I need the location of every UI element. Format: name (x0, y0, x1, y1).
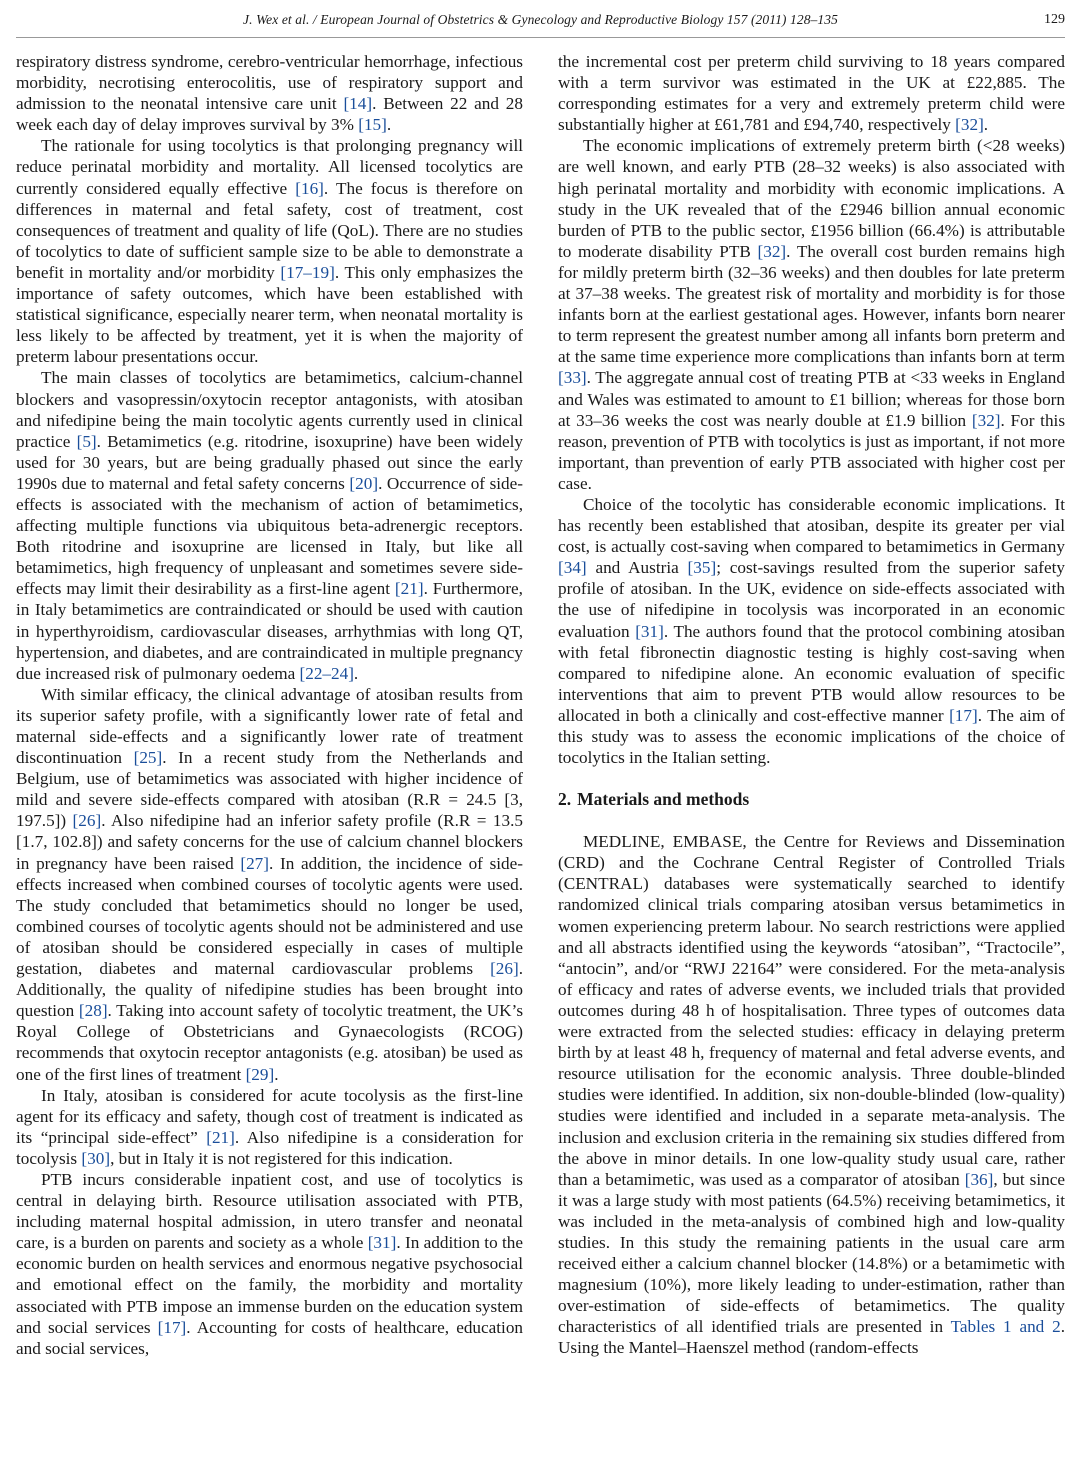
citation-link[interactable]: Tables 1 and 2 (950, 1317, 1061, 1337)
text-run: , but in Italy it is not registered for this indication. (110, 1148, 453, 1168)
methods-body (558, 831, 1065, 1358)
citation-link[interactable]: [34] (558, 558, 587, 578)
text-run: . Additionally, the quality of nifedipine studies has been brought into question (16, 959, 523, 1021)
text-run: . Using the Mantel–Haenszel method (random-effects (558, 1317, 1065, 1358)
paragraph (558, 51, 1065, 135)
text-run: The rationale for using tocolytics is that prolonging pregnancy will reduce perinatal morbidity and mortality. All licensed tocolytics are currently considered equally effective (16, 136, 523, 198)
citation-link[interactable]: [25] (133, 748, 163, 768)
citation-link[interactable]: [26] (72, 811, 102, 831)
text-run: . (274, 1064, 279, 1084)
paragraph (16, 684, 523, 1085)
citation-link[interactable]: [32] (757, 241, 787, 261)
paragraph (16, 1085, 523, 1169)
text-run: , but since it was a large study with most patients (64.5%) receiving betamimetics, it was included in the meta-analysis of combined high and low-quality studies. In this study the remaining patients in the usual care arm received either a calcium channel blocker (14.8%) or a betamimetic with magnesium (10%), more likely leading to under-estimation, rather than over-estimation of side-effects of betamimetics. The quality characteristics of all identified trials are presented in (558, 1169, 1065, 1337)
text-run: . The aim of this study was to assess the economic implications of the choice of tocolytics in the Italian setting. (558, 705, 1065, 768)
text-run: and Austria (586, 558, 688, 578)
citation-link[interactable]: [32] (955, 115, 984, 135)
citation-link[interactable]: [26] (490, 959, 519, 979)
text-run: . Also nifedipine had an inferior safety profile (R.R = 13.5 [1.7, 102.8]) and safety concerns for the use of calcium channel blockers in pregnancy have been raised (16, 811, 523, 873)
text-run: . Also nifedipine is a consideration for tocolysis (16, 1127, 523, 1168)
text-run: . (353, 663, 359, 683)
section-title: Materials and methods (577, 789, 750, 810)
text-run: Choice of the tocolytic has considerable economic implications. It has recently been established that atosiban, despite its greater per vial cost, is actually cost-saving when compared to betamimetics in Germany (558, 494, 1065, 557)
text-run: . Occurrence of side-effects is associated with the mechanism of action of betamimetics, affecting multiple functions via ubiquitous beta-adrenergic receptors. Both ritodrine and isoxuprine are licensed in Italy, but like all betamimetics, high frequency of unpleasant and sometimes severe side-effects may limit their desirability as a first-line agent (16, 473, 523, 599)
text-run: . This only emphasizes the importance of safety outcomes, which have been established with statistical significance, especially nearer term, when neonatal mortality is less likely to be affected by treatment, yet it is when the majority of preterm labour presentations occur. (16, 262, 523, 367)
citation-link[interactable]: [32] (971, 410, 1001, 430)
section-heading (558, 789, 1065, 810)
citation-link[interactable]: [30] (81, 1148, 111, 1168)
text-run: . The focus is therefore on differences in maternal and fetal safety, cost of treatment, cost consequences of treatment and quality of life (QoL). There are no studies of tocolytics to date of sufficient sample size to be able to demonstrate a benefit in mortality and/or morbidity (16, 178, 523, 282)
text-run: . For this reason, prevention of PTB with tocolytics is just as important, if not more important, than prevention of early PTB associated with higher cost per case. (558, 410, 1066, 493)
text-run: respiratory distress syndrome, cerebro-ventricular hemorrhage, infectious morbidity, necrotising enterocolitis, use of respiratory support and admission to the neonatal intensive care unit (16, 52, 523, 114)
section-number: 2. (558, 789, 572, 810)
citation-link[interactable]: [22–24] (299, 663, 354, 683)
paragraph (16, 135, 523, 367)
text-run: . Accounting for costs of healthcare, education and social services, (16, 1317, 524, 1358)
citation-link[interactable]: [15] (358, 115, 387, 135)
citation-link[interactable]: [17] (157, 1317, 187, 1337)
citation-link[interactable]: [36] (964, 1169, 994, 1189)
header-divider (16, 37, 1065, 38)
paragraph (16, 1169, 523, 1359)
text-run: . In a recent study from the Netherlands and Belgium, use of betamimetics was associated with higher incidence of mild and severe side-effects compared with atosiban (R.R = 24.5 [3, 197.5]) (16, 748, 523, 831)
text-run: The economic implications of extremely preterm birth (<28 weeks) are well known, and early PTB (28–32 weeks) is also associated with high perinatal mortality and morbidity with economic implications. A study in the UK revealed that of the £2946 billion annual economic burden of PTB to the public sector, £1956 billion (66.4%) is attributable to moderate disability PTB (558, 136, 1065, 261)
citation-link[interactable]: [28] (78, 1001, 108, 1021)
paragraph (16, 51, 523, 135)
text-run: the incremental cost per preterm child surviving to 18 years compared with a term survivor was estimated in the UK at £22,885. The corresponding estimates for a very and extremely preterm child were substantially higher at £61,781 and £94,740, respectively (558, 52, 1065, 135)
text-run: With similar efficacy, the clinical advantage of atosiban results from its superior safety profile, with a significantly lower rate of fetal and maternal side-effects and a significantly lower rate of treatment discontinuation (16, 684, 523, 768)
text-run: . In addition, the incidence of side-effects increased when combined courses of tocolytic agents were used. The study concluded that betamimetics should no longer be used, combined courses of tocolytic agents should not be administered and use of atosiban should be considered especially in cases of multiple gestation, diabetes and maternal cardiovascular problems (16, 853, 523, 979)
journal-citation: J. Wex et al. / European Journal of Obstetrics & Gynecology and Reproductive Biology 157 (2011) 128–135 (243, 12, 838, 27)
citation-link[interactable]: [31] (635, 621, 664, 641)
right-column (558, 51, 1065, 1359)
paragraph (16, 367, 523, 683)
text-run: . The overall cost burden remains high for mildly preterm birth (32–36 weeks) and then doubles for late preterm at 37–38 weeks. The greatest risk of mortality and morbidity is for those infants born at the earliest gestational ages. However, infants born nearer to term represent the greatest number among all infants born preterm and at the same time experience more complications than infants born at term (558, 241, 1066, 367)
text-run: The main classes of tocolytics are betamimetics, calcium-channel blockers and vasopressin/oxytocin receptor antagonists, with atosiban and nifedipine being the main tocolytic agents currently used in clinical practice (16, 368, 523, 451)
text-run: ; cost-savings resulted from the superior safety profile of atosiban. In the UK, evidence on side-effects associated with the use of nifedipine in tocolysis was incorporated in an economic evaluation (558, 558, 1065, 641)
citation-link[interactable]: [14] (343, 94, 373, 114)
citation-link[interactable]: [33] (558, 368, 587, 388)
intro-continuation (558, 51, 1065, 768)
citation-link[interactable]: [17–19] (280, 262, 335, 282)
running-head (16, 12, 1065, 34)
citation-link[interactable]: [21] (206, 1127, 235, 1147)
citation-link[interactable]: [35] (687, 558, 717, 578)
page-number: 129 (1044, 12, 1065, 27)
citation-link[interactable]: [27] (240, 853, 269, 873)
text-run: . (983, 115, 989, 135)
text-run: . The aggregate annual cost of treating PTB at <33 weeks in England and Wales was estimated to amount to £1 billion; whereas for those born at 33–36 weeks the cost was nearly double at £1.9 billion (558, 368, 1065, 430)
text-run: . The authors found that the protocol combining atosiban with fetal fibronectin diagnostic testing is highly cost-saving when compared to nifedipine alone. An economic evaluation of specific interventions that aim to prevent PTB would allow resources to be allocated in both a clinically and cost-effective manner (558, 621, 1065, 725)
citation-link[interactable]: [20] (349, 473, 379, 493)
citation-link[interactable]: [21] (394, 579, 424, 599)
paragraph (558, 494, 1065, 768)
paragraph (558, 135, 1065, 494)
citation-link[interactable]: [16] (295, 178, 324, 198)
citation-link[interactable]: [31] (367, 1233, 397, 1253)
citation-link[interactable]: [5] (76, 431, 97, 451)
text-run: . (386, 115, 392, 135)
text-run: . Furthermore, in Italy betamimetics are contraindicated or should be used with caution in hyperthyroidism, cardiovascular diseases, arrhythmias with long QT, hypertension, and diabetes, and are contraindicated in multiple pregnancy due increased risk of pulmonary oedema (16, 579, 523, 683)
text-run: . Betamimetics (e.g. ritodrine, isoxuprine) have been widely used for 30 years, but are being gradually phased out since the early 1990s due to maternal and fetal safety concerns (16, 431, 523, 493)
text-run: . Between 22 and 28 week each day of delay improves survival by 3% (16, 94, 523, 135)
text-run: . In addition to the economic burden on health services and enormous negative psychosocial and emotional effect on the family, the morbidity and mortality associated with PTB impose an immense burden on the education system and social services (16, 1233, 523, 1337)
text-run: . Taking into account safety of tocolytic treatment, the UK’s Royal College of Obstetricians and Gynaecologists (RCOG) recommends that oxytocin receptor antagonists (e.g. atosiban) be used as one of the first lines of treatment (16, 1001, 524, 1084)
paragraph (558, 831, 1065, 1358)
citation-link[interactable]: [29] (245, 1064, 275, 1084)
text-run: PTB incurs considerable inpatient cost, and use of tocolytics is central in delaying birth. Resource utilisation associated with PTB, including maternal hospital admission, in utero transfer and neonatal care, is a burden on parents and society as a whole (16, 1169, 523, 1253)
citation-link[interactable]: [17] (949, 705, 978, 725)
left-column (16, 51, 523, 1359)
text-run: In Italy, atosiban is considered for acute tocolysis as the first-line agent for its efficacy and safety, though cost of treatment is indicated as its “principal side-effect” (16, 1085, 523, 1147)
text-run: MEDLINE, EMBASE, the Centre for Reviews and Dissemination (CRD) and the Cochrane Central Register of Controlled Trials (CENTRAL) databases were systematically searched to identify randomized clinical trials comparing atosiban versus betamimetics in women experiencing preterm labour. No search restrictions were applied and all abstracts identified using the keywords “atosiban”, “Tractocile”, “antocin”, and/or “RWJ 22164” were considered. For the meta-analysis of efficacy and rates of adverse events, we included trials that provided outcomes during 48 h of hospitalisation. Three types of outcomes data were extracted from the selected studies: efficacy in delaying preterm birth by at least 48 h, frequency of maternal and fetal adverse events, and resource utilisation for the economic analysis. Three double-blinded studies were identified. In addition, six non-double-blinded (low-quality) studies were identified and included in a separate meta-analysis. The inclusion and exclusion criteria in the remaining six studies differed from the above in minor details. In one low-quality study usual care, rather than a betamimetic, was used as a comparator of atosiban (558, 832, 1065, 1189)
